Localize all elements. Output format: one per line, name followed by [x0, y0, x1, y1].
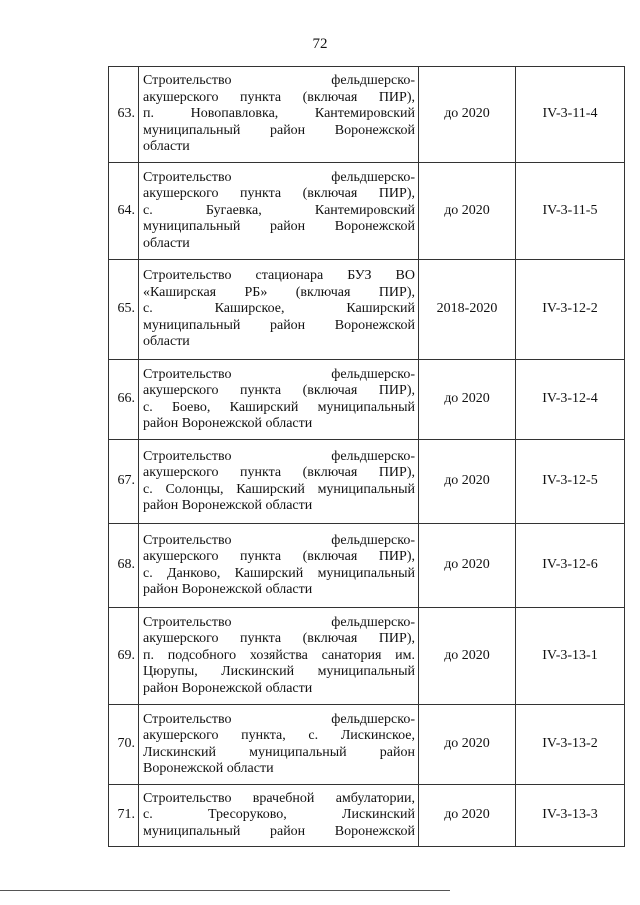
page-number: 72 [312, 36, 328, 52]
construction-table [108, 66, 625, 847]
table-row [109, 360, 625, 440]
row-term: 2018-2020 [419, 260, 516, 360]
row-number: 65. [109, 260, 139, 360]
description-line: Строительство фельдшерско- [143, 711, 415, 727]
description-line: Строительство стационара БУЗ ВО [143, 268, 415, 284]
row-description [139, 67, 419, 163]
description-line: с. Данково, Каширский муниципальный [143, 565, 415, 581]
table-row [109, 67, 625, 163]
row-number: 66. [109, 360, 139, 440]
row-code: IV-3-13-2 [516, 705, 625, 785]
row-description [139, 440, 419, 524]
description-line: муниципальный район Воронежской [143, 219, 415, 235]
description-line: Строительство фельдшерско- [143, 366, 415, 382]
row-code: IV-3-12-2 [516, 260, 625, 360]
description-line: Строительство фельдшерско- [143, 73, 415, 89]
row-number: 70. [109, 705, 139, 785]
row-term: до 2020 [419, 440, 516, 524]
description-line: район Воронежской области [143, 498, 313, 513]
description-line: с. Тресоруково, Лискинский [143, 807, 415, 823]
row-description [139, 705, 419, 785]
description-line: Цюрупы, Лискинский муниципальный [143, 664, 415, 680]
description-line: Строительство фельдшерско- [143, 169, 415, 185]
row-code: IV-3-12-4 [516, 360, 625, 440]
description-line: акушерского пункта, с. Лискинское, [143, 728, 415, 743]
description-line: «Каширская РБ» (включая ПИР), [143, 284, 415, 300]
table-body [109, 67, 625, 847]
row-description [139, 608, 419, 705]
description-line: Воронежской области [143, 761, 274, 776]
table-row [109, 705, 625, 785]
row-number: 68. [109, 524, 139, 608]
description-line: с. Каширское, Каширский [143, 301, 415, 317]
row-term: до 2020 [419, 608, 516, 705]
row-code: IV-3-13-3 [516, 785, 625, 847]
row-code: IV-3-11-5 [516, 163, 625, 260]
row-description [139, 785, 419, 847]
row-term: до 2020 [419, 705, 516, 785]
description-line: акушерского пункта (включая ПИР), [143, 631, 415, 647]
description-line: с. Бугаевка, Кантемировский [143, 202, 415, 218]
row-description [139, 524, 419, 608]
description-line: муниципальный район Воронежской [143, 122, 415, 138]
row-description [139, 360, 419, 440]
row-code: IV-3-12-6 [516, 524, 625, 608]
row-code: IV-3-12-5 [516, 440, 625, 524]
description-line: Строительство фельдшерско- [143, 448, 415, 464]
description-line: Строительство фельдшерско- [143, 532, 415, 548]
description-line: акушерского пункта (включая ПИР), [143, 186, 415, 202]
description-line: Строительство врачебной амбулатории, [143, 790, 415, 806]
description-line: области [143, 139, 190, 155]
table-row [109, 524, 625, 608]
row-term: до 2020 [419, 785, 516, 847]
description-line: Строительство фельдшерско- [143, 614, 415, 630]
description-line: акушерского пункта (включая ПИР), [143, 89, 415, 105]
row-term: до 2020 [419, 360, 516, 440]
row-description [139, 163, 419, 260]
description-line: район Воронежской области [143, 680, 313, 696]
row-code: IV-3-11-4 [516, 67, 625, 163]
row-term: до 2020 [419, 67, 516, 163]
description-line: акушерского пункта (включая ПИР), [143, 465, 415, 480]
description-line: акушерского пункта (включая ПИР), [143, 383, 415, 398]
row-number: 64. [109, 163, 139, 260]
description-line: район Воронежской области [143, 416, 313, 431]
description-line: п. подсобного хозяйства санатория им. [143, 647, 415, 663]
description-line: муниципальный район Воронежской [143, 317, 415, 333]
description-line: Лискинский муниципальный район [143, 744, 415, 760]
description-line: муниципальный район Воронежской [143, 823, 415, 839]
table-row [109, 163, 625, 260]
row-number: 71. [109, 785, 139, 847]
description-line: п. Новопавловка, Кантемировский [143, 106, 415, 122]
row-number: 69. [109, 608, 139, 705]
table-row [109, 440, 625, 524]
description-line: области [143, 334, 190, 350]
row-term: до 2020 [419, 524, 516, 608]
description-line: с. Солонцы, Каширский муниципальный [143, 481, 415, 497]
table-row [109, 260, 625, 360]
row-code: IV-3-13-1 [516, 608, 625, 705]
table-row [109, 785, 625, 847]
row-description [139, 260, 419, 360]
description-line: с. Боево, Каширский муниципальный [143, 399, 415, 415]
row-term: до 2020 [419, 163, 516, 260]
row-number: 63. [109, 67, 139, 163]
table-row [109, 608, 625, 705]
description-line: акушерского пункта (включая ПИР), [143, 549, 415, 564]
description-line: район Воронежской области [143, 582, 313, 597]
row-number: 67. [109, 440, 139, 524]
description-line: области [143, 235, 190, 251]
footer-divider [0, 890, 450, 891]
